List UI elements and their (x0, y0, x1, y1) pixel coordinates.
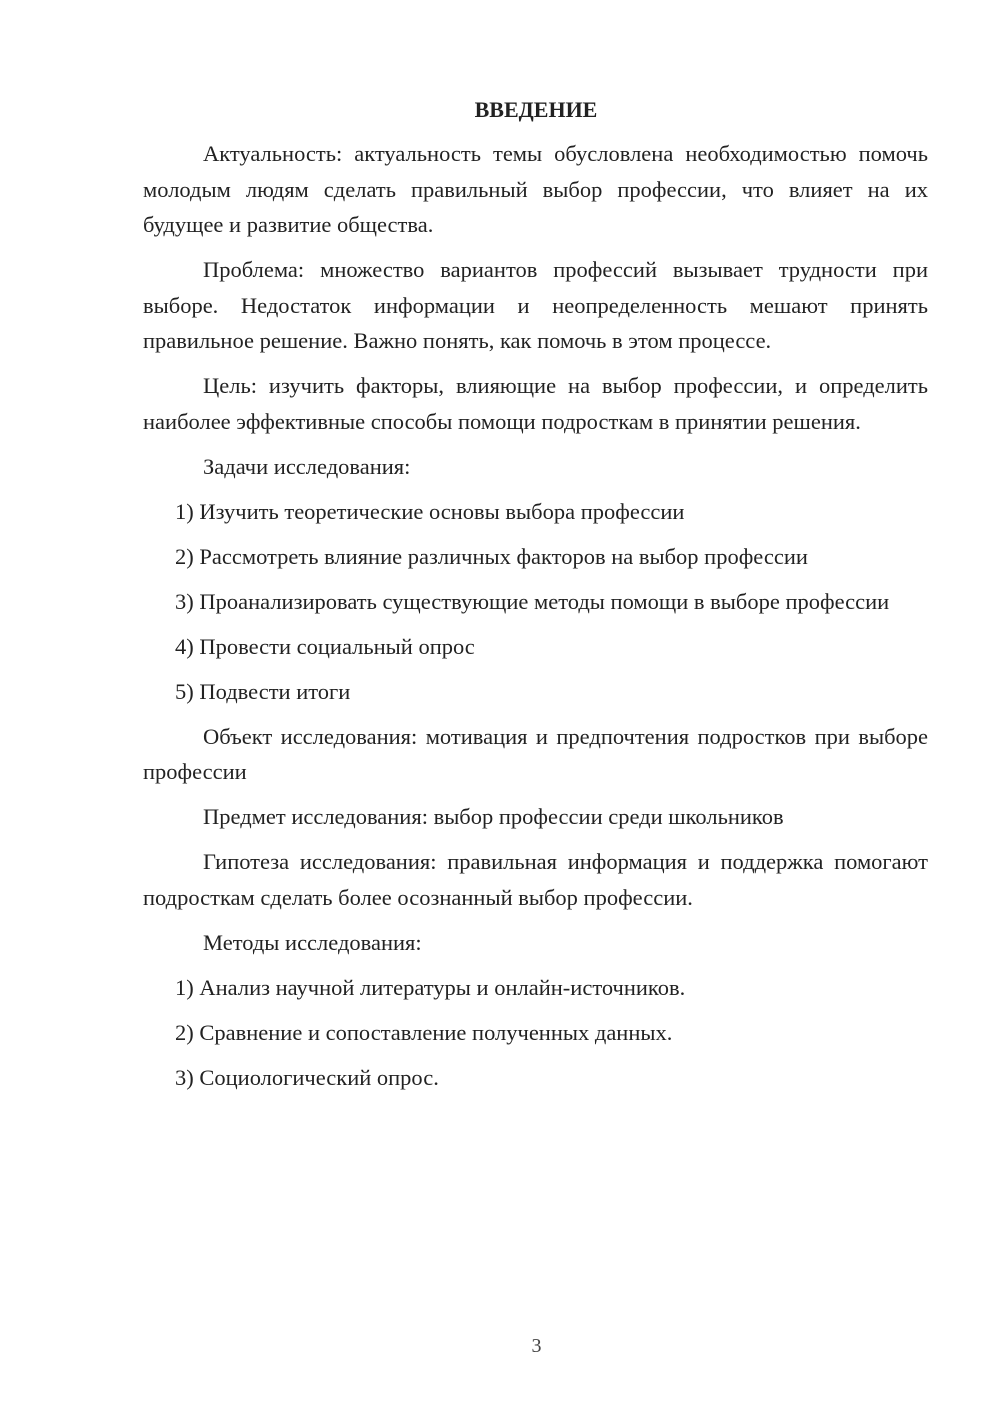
object-paragraph: Объект исследования: мотивация и предпочтения подростков при выборе профессии (143, 723, 928, 784)
methods-heading: Методы исследования: (203, 929, 422, 955)
method-item: 2) Сравнение и сопоставление полученных данных. (175, 1019, 673, 1045)
task-item: 5) Подвести итоги (175, 678, 351, 704)
page-content (143, 95, 928, 1105)
section-title: ВВЕДЕНИЕ (474, 97, 598, 122)
method-item: 1) Анализ научной литературы и онлайн-источников. (175, 974, 686, 1000)
tasks-heading: Задачи исследования: (203, 453, 411, 479)
goal-paragraph: Цель: изучить факторы, влияющие на выбор профессии, и определить наиболее эффективные способы помощи подросткам в принятии решения. (143, 373, 928, 434)
task-item: 4) Провести социальный опрос (175, 633, 475, 659)
relevance-paragraph: Актуальность: актуальность темы обусловлена необходимостью помочь молодым людям сделать правильный выбор профессии, что влияет на их будущее и развитие общества. (143, 141, 928, 237)
method-item: 3) Социологический опрос. (175, 1064, 439, 1090)
task-item: 3) Проанализировать существующие методы помощи в выборе профессии (175, 588, 890, 614)
page-number: 3 (531, 1335, 542, 1357)
task-item: 2) Рассмотреть влияние различных факторов на выбор профессии (175, 543, 808, 569)
problem-paragraph: Проблема: множество вариантов профессий вызывает трудности при выборе. Недостаток информации и неопределенность мешают принять правильное решение. Важно понять, как помочь в этом процессе. (143, 257, 928, 353)
hypothesis-paragraph: Гипотеза исследования: правильная информация и поддержка помогают подросткам сделать более осознанный выбор профессии. (143, 849, 928, 910)
task-item: 1) Изучить теоретические основы выбора профессии (175, 498, 685, 524)
subject-paragraph: Предмет исследования: выбор профессии среди школьников (203, 804, 784, 829)
